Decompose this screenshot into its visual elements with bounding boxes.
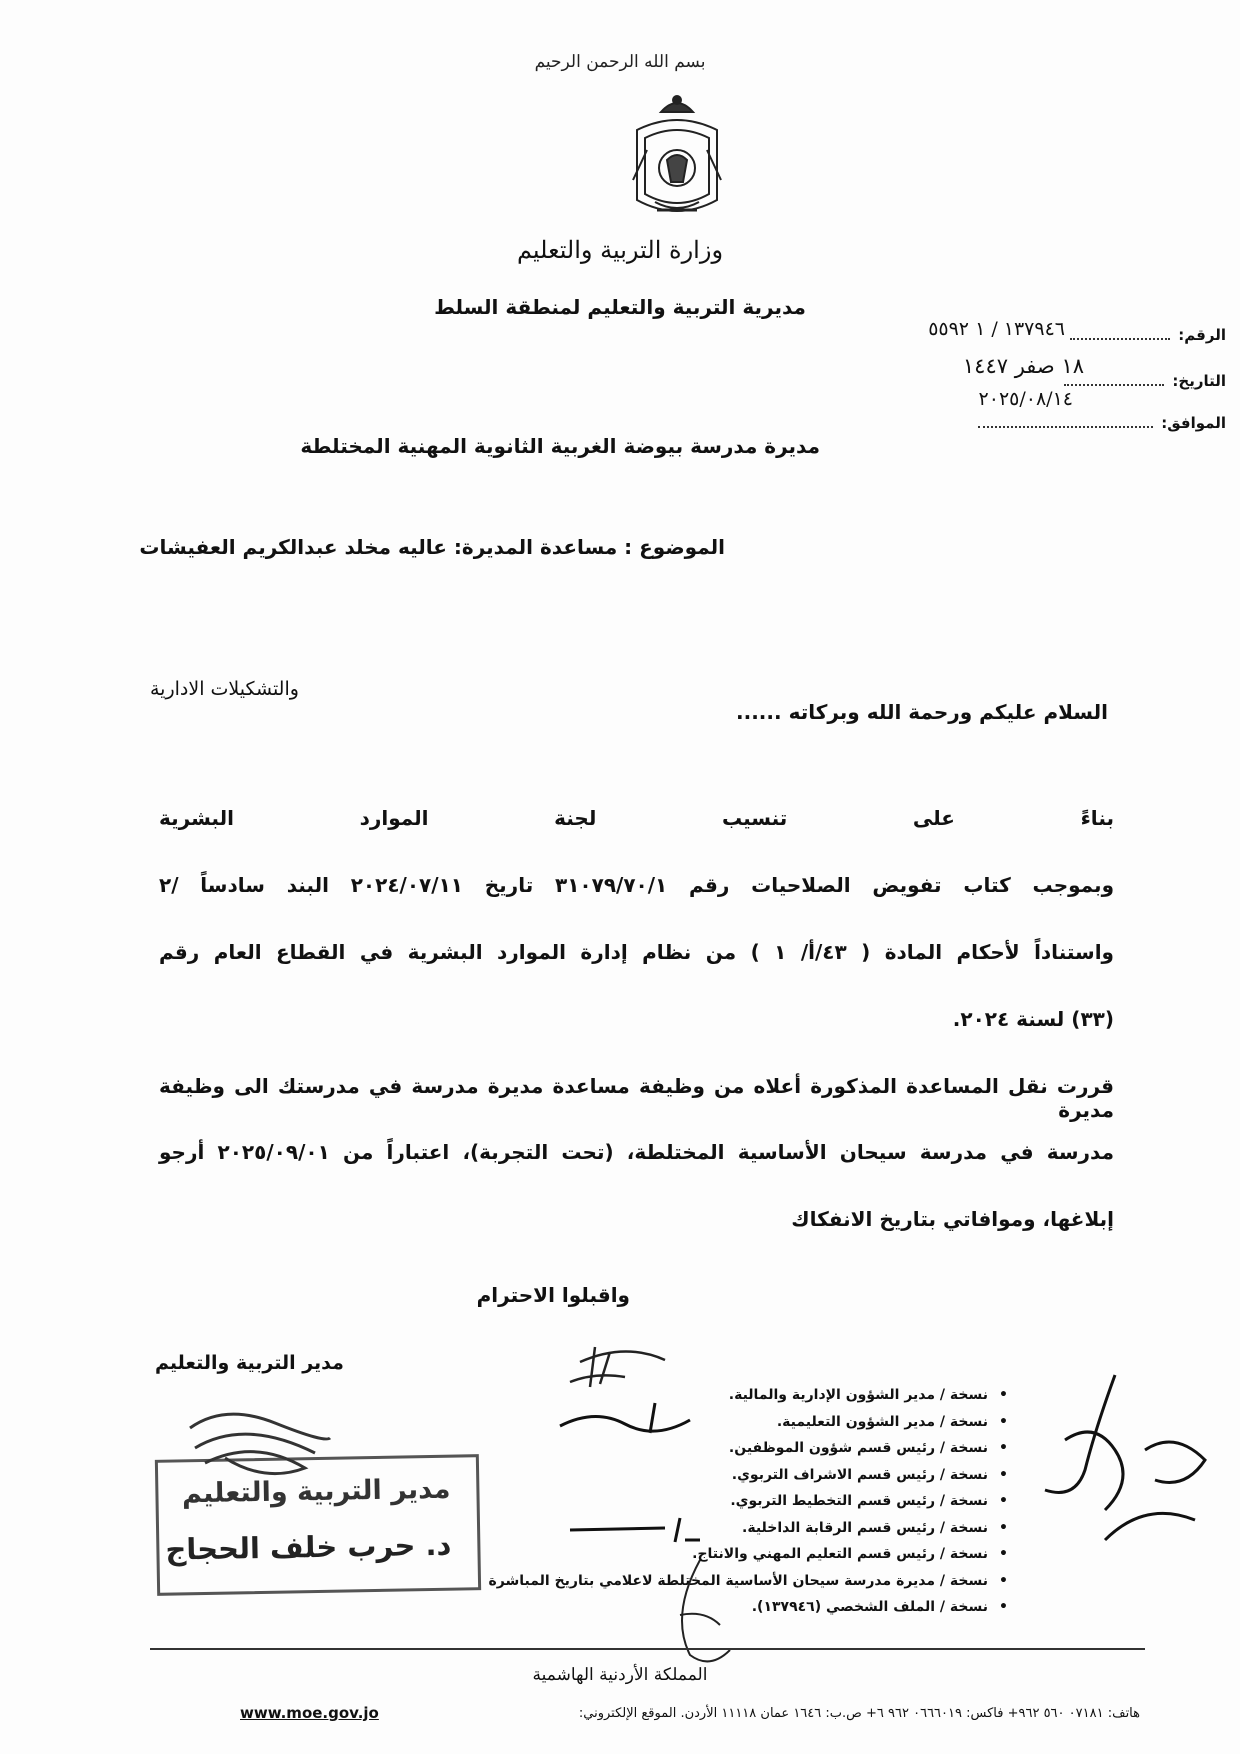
- body-line: واستناداً لأحكام المادة ( ٤٣/أ/ ١ ) من نظام إدارة الموارد البشرية في القطاع العام رقم: [159, 940, 1114, 964]
- planning-initials-icon: [565, 1510, 705, 1550]
- agreed-dots: [978, 425, 1153, 428]
- signer-title: مدير التربية والتعليم: [155, 1352, 344, 1374]
- date-hijri: ١٨ صفر ١٤٤٧: [962, 354, 1084, 378]
- stamp-title: مدير التربية والتعليم: [181, 1473, 451, 1510]
- copy-item: • نسخة / مدير الشؤون التعليمية.: [776, 1413, 1008, 1430]
- initials-signature-icon: [565, 1342, 675, 1392]
- education-affairs-signature-icon: [555, 1398, 695, 1438]
- number-dots: [1070, 337, 1170, 340]
- number-row: [1070, 326, 1226, 344]
- body-line: وبموجب كتاب تفويض الصلاحيات رقم ٣١٠٧٩/٧٠/١ تاريخ ٢٠٢٤/٠٧/١١ البند سادساً /٢: [159, 873, 1114, 897]
- reviewer-signature-icon: [660, 1555, 740, 1675]
- agreed-row: [978, 414, 1226, 432]
- directorate-name: مديرية التربية والتعليم لمنطقة السلط: [434, 295, 806, 319]
- copy-item: • نسخة / مديرة مدرسة سيحان الأساسية المختلطة لاعلامي بتاريخ المباشرة: [488, 1572, 1008, 1589]
- body-line: بناءً على تنسيب لجنة الموارد البشرية: [159, 806, 1114, 830]
- date-label: التاريخ:: [1172, 372, 1226, 390]
- copy-item: • نسخة / رئيس قسم التخطيط التربوي.: [730, 1493, 1008, 1509]
- copy-item: • نسخة / رئيس قسم شؤون الموظفين.: [728, 1440, 1008, 1456]
- agreed-label: الموافق:: [1161, 414, 1226, 432]
- contact-info: هاتف: ٠٧١٨١ ٥٦٠ ٩٦٢+ فاكس: ٠٦٦٦٠١٩ ٩٦٢ ٦+ ص.ب: ١٦٤٦ عمان ١١١١٨ الأردن. الموقع الإلكتروني:: [578, 1706, 1140, 1721]
- date-gregorian: ٢٠٢٥/٠٨/١٤: [978, 388, 1073, 410]
- administrative-formations-text: والتشكيلات الادارية: [150, 678, 299, 700]
- body-line: إبلاغها، وموافاتي بتاريخ الانفكاك: [791, 1207, 1114, 1231]
- stamp-name: د. حرب خلف الحجاج: [165, 1527, 452, 1567]
- number-value: ١٣٧٩٤٦ / ١ ٥٥٩٢: [928, 318, 1065, 340]
- body-line: مدرسة في مدرسة سيحان الأساسية المختلطة، (تحت التجربة)، اعتباراً من ٢٠٢٥/٠٩/٠١ أرجو: [159, 1140, 1114, 1164]
- copy-item: • نسخة / رئيس قسم الرقابة الداخلية.: [742, 1519, 1008, 1536]
- director-signature-icon: [185, 1408, 335, 1488]
- date-dots: [1064, 383, 1164, 386]
- copy-item: • نسخة / رئيس قسم التعليم المهني والانتاج.: [692, 1546, 1008, 1562]
- body-line: قررت نقل المساعدة المذكورة أعلاه من وظيفة مساعدة مديرة مدرسة في مدرستك الى وظيفة مديرة: [159, 1074, 1114, 1122]
- greeting: السلام عليكم ورحمة الله وبركاته ......: [736, 700, 1108, 724]
- ministry-name: وزارة التربية والتعليم: [516, 236, 724, 264]
- subject-line: الموضوع : مساعدة المديرة: عاليه مخلد عبدالكريم العفيشات: [139, 535, 725, 559]
- recipient: مديرة مدرسة بيوضة الغربية الثانوية المهنية المختلطة: [300, 434, 820, 458]
- jordan-coat-of-arms-icon: [617, 90, 737, 230]
- kingdom-name: المملكة الأردنية الهاشمية: [532, 1665, 708, 1685]
- basmala-text: بسم الله الرحمن الرحيم: [534, 52, 706, 72]
- side-handwritten-signature-icon: [1025, 1370, 1225, 1550]
- copy-item: • نسخة / الملف الشخصي (١٣٧٩٤٦).: [751, 1599, 1008, 1615]
- copy-item: • نسخة / مدير الشؤون الإدارية والمالية.: [728, 1387, 1008, 1403]
- number-label: الرقم:: [1178, 326, 1226, 344]
- footer-divider: [150, 1648, 1145, 1650]
- copy-item: • نسخة / رئيس قسم الاشراف التربوي.: [731, 1466, 1008, 1483]
- date-row: [1064, 372, 1226, 390]
- body-line: (٣٣) لسنة ٢٠٢٤.: [952, 1007, 1114, 1031]
- closing-text: واقبلوا الاحترام: [476, 1283, 630, 1307]
- website-link[interactable]: www.moe.gov.jo: [240, 1704, 379, 1722]
